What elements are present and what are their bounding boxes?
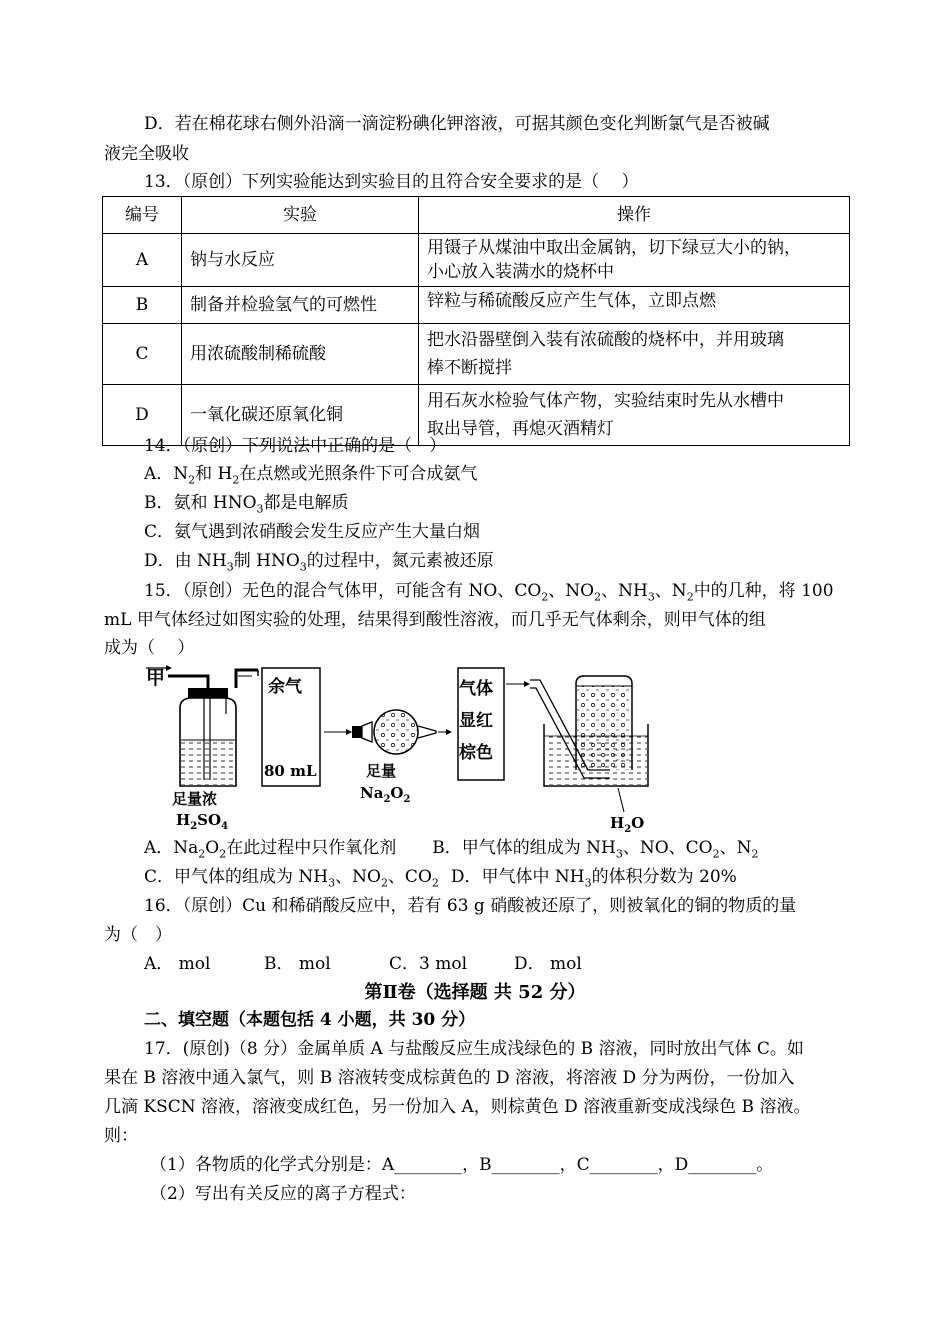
row-id: B	[103, 287, 182, 324]
header-id: 编号	[103, 197, 182, 234]
header-operation: 操作	[419, 197, 850, 234]
q17-line4: 则：	[104, 1126, 138, 1146]
q15-line2: mL 甲气体经过如图实验的处理，结果得到酸性溶液，而几乎无气体剩余，则甲气体的组	[104, 610, 766, 630]
q12d-line2: 液完全吸收	[104, 144, 189, 164]
q15-line1: 15．（原创）无色的混合气体甲，可能含有 NO、$CO_2$、$NO_2$、$NH_3$、$N_2$中的几种，将 100	[144, 581, 834, 604]
label-conc-acid-1: 足量浓	[172, 790, 218, 808]
wash-bottle	[168, 670, 258, 786]
q13-stem: 13．（原创）下列实验能达到实验目的且符合安全要求的是（ ）	[144, 172, 639, 192]
row-id: C	[103, 324, 182, 385]
q12d-line1: D．若在棉花球右侧外沿滴一滴淀粉碘化钾溶液，可据其颜色变化判断氯气是否被碱	[144, 114, 770, 134]
q13-table	[102, 196, 850, 446]
q14-option-c: C．氨气遇到浓硝酸会发生反应产生大量白烟	[144, 522, 481, 542]
part-2-title: 二、填空题（本题包括 4 小题，共 30 分）	[144, 1010, 476, 1030]
q16-line2: 为（ ）	[104, 925, 172, 945]
row-experiment: 钠与水反应	[182, 234, 419, 287]
label-na2o2: $Na_2O_2$	[360, 784, 411, 805]
q17-line1: 17．(原创)（8 分）金属单质 A 与盐酸反应生成浅绿色的 B 溶液，同时放出气体 C。如	[144, 1039, 804, 1059]
drying-tube	[352, 710, 436, 754]
label-gas-3: 棕色	[459, 743, 493, 763]
label-residual-gas: 余气	[268, 677, 302, 697]
q16-option-d: D． mol	[514, 954, 582, 974]
row-experiment: 一氧化碳还原氧化铜	[182, 385, 419, 446]
row-experiment: 制备并检验氢气的可燃性	[182, 287, 419, 324]
table-row	[103, 287, 850, 324]
label-water: $H_2O$	[610, 814, 645, 832]
q15-options-ab: A．$Na_2O_2$在此过程中只作氧化剂 B．甲气体的组成为 $NH_3$、NO、$CO_2$、$N_2$	[144, 838, 759, 861]
header-experiment: 实验	[182, 197, 419, 234]
q17-line2: 果在 B 溶液中通入氯气，则 B 溶液转变成棕黄色的 D 溶液，将溶液 D 分为两份，一份加入	[104, 1068, 795, 1088]
q15-options-cd: C．甲气体的组成为 $NH_3$、$NO_2$、$CO_2$ D．甲气体中 $NH_3$的体积分数为 20%	[144, 867, 737, 890]
table-row	[103, 324, 850, 385]
label-gas-2: 显红	[459, 711, 493, 731]
q15-line3: 成为（ ）	[104, 638, 195, 658]
q14-option-b: B．氨和 $HNO_3$都是电解质	[144, 493, 349, 516]
q14-option-a: A．$N_2$和 $H_2$在点燃或光照条件下可合成氨气	[144, 464, 478, 487]
row-id: D	[103, 385, 182, 446]
q16-option-b: B． mol	[264, 954, 331, 974]
q17-sub1: （1）各物质的化学式分别是：A________，B________，C________，D________。	[150, 1155, 774, 1175]
label-volume: 80 mL	[264, 762, 317, 780]
row-operation: 用镊子从煤油中取出金属钠，切下绿豆大小的钠， 小心放入装满水的烧杯中	[419, 234, 850, 287]
apparatus-figure	[140, 662, 660, 832]
gas-cylinder	[576, 676, 632, 770]
label-conc-acid-2: $H_2SO_4$	[176, 811, 229, 832]
q16-option-a: A． mol	[144, 954, 211, 974]
row-operation: 用石灰水检验气体产物，实验结束时先从水槽中 取出导管，再熄灭酒精灯	[419, 385, 850, 446]
q16-options	[144, 950, 890, 978]
label-enough: 足量	[366, 762, 397, 780]
label-gas-1: 气体	[459, 679, 493, 699]
q17-sub2: （2）写出有关反应的离子方程式：	[150, 1184, 416, 1204]
section-2-title: 第Ⅱ卷（选择题 共 52 分）	[364, 982, 586, 1003]
q16-line1: 16．（原创）Cu 和稀硝酸反应中，若有 63 g 硝酸被还原了，则被氧化的铜的物质的量	[144, 896, 797, 916]
q14-stem: 14．（原创）下列说法中正确的是（ ）	[144, 436, 447, 456]
table-row	[103, 234, 850, 287]
row-operation: 锌粒与稀硫酸反应产生气体，立即点燃	[419, 287, 850, 324]
row-experiment: 用浓硫酸制稀硫酸	[182, 324, 419, 385]
q17-line3: 几滴 KSCN 溶液，溶液变成红色，另一份加入 A，则棕黄色 D 溶液重新变成浅绿色 B 溶液。	[104, 1097, 811, 1117]
q16-option-c: C．3 mol	[389, 954, 468, 974]
q14-option-d: D．由 $NH_3$制 $HNO_3$的过程中，氮元素被还原	[144, 551, 494, 574]
row-id: A	[103, 234, 182, 287]
label-jia: 甲	[146, 667, 166, 689]
row-operation: 把水沿器壁倒入装有浓硫酸的烧杯中，并用玻璃 棒不断搅拌	[419, 324, 850, 385]
